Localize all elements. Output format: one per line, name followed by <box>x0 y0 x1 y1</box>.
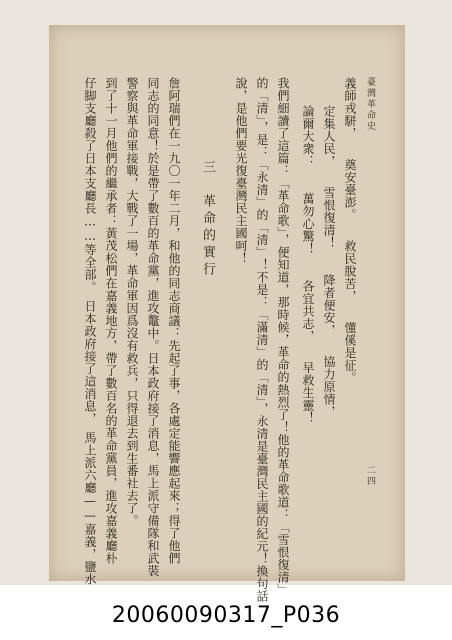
section-title: 三 革命的實行 <box>200 160 215 279</box>
text-column-10: 到了十一月他們的繼承者：黃茂松們在嘉義地方，帶了數百名的革命黨員，進攻嘉義廳朴 <box>104 77 118 565</box>
text-column-6: 說，是他們要光復臺灣民主國呵！ <box>234 77 248 265</box>
text-column-7: 詹阿瑞們在一九〇一年二月，和他的同志商議：先起了事，各處定能響應起來；得了他們 <box>167 77 181 565</box>
book-page <box>49 25 405 603</box>
text-column-9: 警察與革命軍接戰，大戰了一場，革命軍因爲沒有救兵，只得退去到生番社去了。 <box>125 77 139 527</box>
text-column-8: 同志的同意！於是帶了數百的革命黨，進攻鼇中。日本政府接了消息，馬上派守備隊和武裝 <box>146 77 160 577</box>
running-title: 臺灣革命史 <box>365 77 375 132</box>
page-text-area <box>49 25 405 603</box>
text-column-11: 仔脚支廳殺了日本支廳長……等全部。 日本政府接了這消息， 馬上派六廳——嘉義，鹽水 <box>83 77 97 586</box>
image-id-caption: 20060090317_P036 <box>111 602 341 628</box>
text-column-3: 論爾大衆： 萬勿心驚！ 各宜共志， 早救生靈！ <box>301 105 315 424</box>
page-number: 二四 <box>365 465 375 487</box>
text-column-2: 定集人民， 雪恨復清！ 降者便安， 協力原情， <box>322 105 336 418</box>
text-column-5: 的「清」，是：「永清」的「清」！不是：「滿清」的「清」，永清是臺灣民主國的紀元！換句話 <box>255 77 269 603</box>
text-column-1: 義師戎駢， 奠安臺澎。 救民脫苦， 懂傒是征。 <box>343 77 357 384</box>
text-column-4: 我們細讀了這篇：「革命歌」，便知道，那時候，革命的熱烈了！他的革命歌道：「雪恨復清」 <box>276 77 290 596</box>
